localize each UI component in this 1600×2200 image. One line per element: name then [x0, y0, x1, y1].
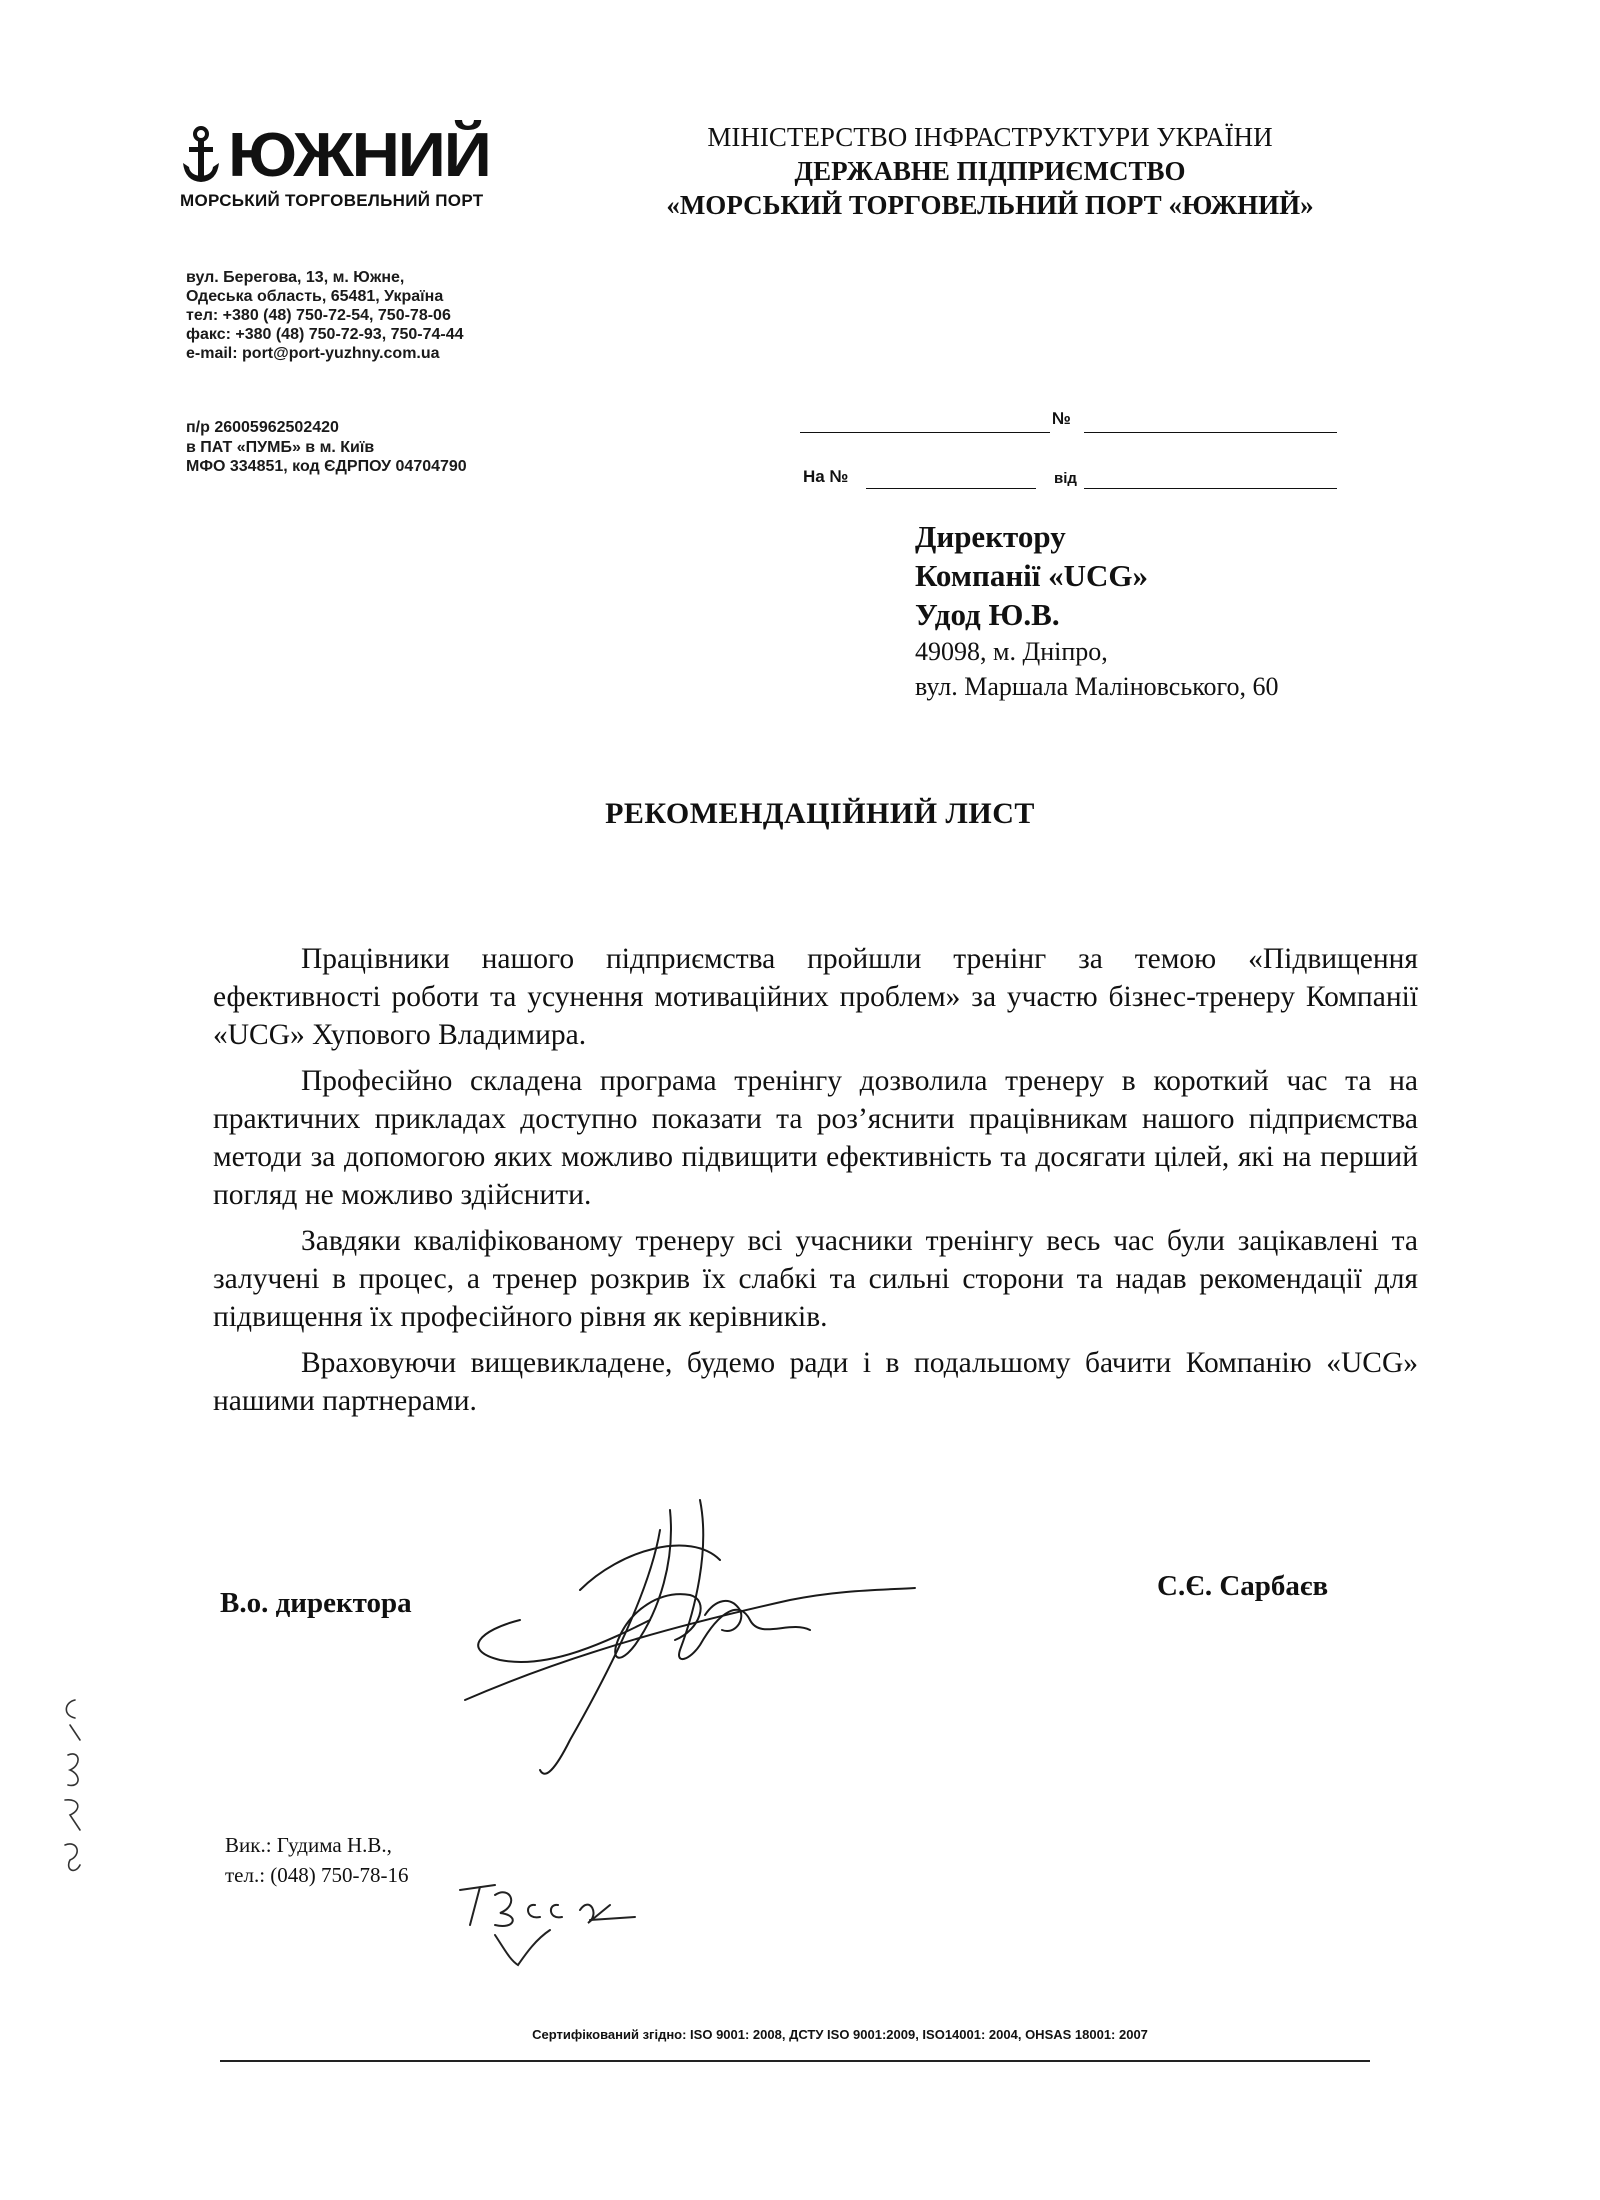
port-name: «МОРСЬКИЙ ТОРГОВЕЛЬНИЙ ПОРТ «ЮЖНИЙ»	[666, 190, 1314, 220]
logo-name: ЮЖНИЙ	[228, 121, 490, 190]
reply-number-label: На №	[803, 467, 849, 486]
letter-body	[213, 940, 1418, 1428]
bank-details	[186, 418, 586, 477]
anchor-icon	[180, 125, 222, 185]
addressee-block	[915, 517, 1475, 704]
contact-line: тел: +380 (48) 750-72-54, 750-78-06	[186, 307, 451, 324]
reply-number-line	[866, 488, 1036, 489]
addressee-position: Директору	[915, 519, 1066, 554]
bank-line: п/р 26005962502420	[186, 419, 339, 436]
enterprise-type: ДЕРЖАВНЕ ПІДПРИЄМСТВО	[794, 156, 1186, 186]
outgoing-number-line	[800, 432, 1050, 433]
reply-date-line	[1084, 488, 1337, 489]
reply-date-label: від	[1054, 470, 1077, 487]
contact-line: факс: +380 (48) 750-72-93, 750-74-44	[186, 326, 464, 343]
letterhead-title	[640, 120, 1340, 222]
addressee-name: Удод Ю.В.	[915, 597, 1060, 632]
body-paragraph: Враховуючи вищевикладене, будемо ради і в подальшому бачити Компанію «UCG» нашими партнерами.	[213, 1347, 1418, 1417]
addressee-street: вул. Маршала Маліновського, 60	[915, 672, 1279, 701]
number-sign: №	[1052, 409, 1071, 428]
body-paragraph: Завдяки кваліфікованому тренеру всі учасники тренінгу весь час були зацікавлені та залучені в процес, а тренер розкрив їх слабкі та сильні сторони та надав рекомендації для підвищення їх професійного рівня як керівників.	[213, 1225, 1418, 1333]
signatory-position: В.о. директора	[220, 1587, 412, 1619]
handwritten-signature	[460, 1470, 1020, 1890]
executor-block	[225, 1830, 409, 1890]
signatory-name: С.Є. Сарбаєв	[1157, 1570, 1329, 1602]
executor-name: Вик.: Гудима Н.В.,	[225, 1833, 392, 1857]
contact-line: вул. Берегова, 13, м. Южне,	[186, 269, 405, 286]
logo-subtitle: МОРСЬКИЙ ТОРГОВЕЛЬНИЙ ПОРТ	[180, 191, 484, 210]
addressee-company: Компанії «UCG»	[915, 558, 1149, 593]
letter-title: РЕКОМЕНДАЦІЙНИЙ ЛИСТ	[605, 797, 1035, 830]
contact-block	[186, 268, 556, 363]
addressee-city: 49098, м. Дніпро,	[915, 637, 1108, 666]
body-paragraph: Працівники нашого підприємства пройшли тренінг за темою «Підвищення ефективності роботи та усунення мотиваційних проблем» за участю бізнес-тренеру Компанії «UCG» Хупового Владимира.	[213, 943, 1418, 1051]
executor-initials	[440, 1865, 660, 1985]
certification-footer: Сертифікований згідно: ISO 9001: 2008, ДСТУ ISO 9001:2009, ISO14001: 2004, OHSAS 18001: 2007	[532, 2027, 1148, 2042]
bank-line: в ПАТ «ПУМБ» в м. Київ	[186, 438, 375, 456]
bank-line: МФО 334851, код ЄДРПОУ 04704790	[186, 458, 467, 475]
outgoing-date-line	[1084, 432, 1337, 433]
ministry-name: МІНІСТЕРСТВО ІНФРАСТРУКТУРИ УКРАЇНИ	[707, 122, 1273, 152]
footer-divider	[220, 2060, 1370, 2062]
contact-line: e-mail: port@port-yuzhny.com.ua	[186, 345, 440, 362]
margin-handwriting	[40, 1680, 100, 1880]
contact-line: Одеська область, 65481, Україна	[186, 288, 444, 305]
body-paragraph: Професійно складена програма тренінгу дозволила тренеру в короткий час та на практичних прикладах доступно показати та роз’яснити працівникам нашого підприємства методи за допомогою яких можливо підвищити ефективність та досягати цілей, які на перший погляд не можливо здійснити.	[213, 1065, 1418, 1211]
company-logo	[180, 121, 540, 211]
executor-phone: тел.: (048) 750-78-16	[225, 1863, 409, 1887]
